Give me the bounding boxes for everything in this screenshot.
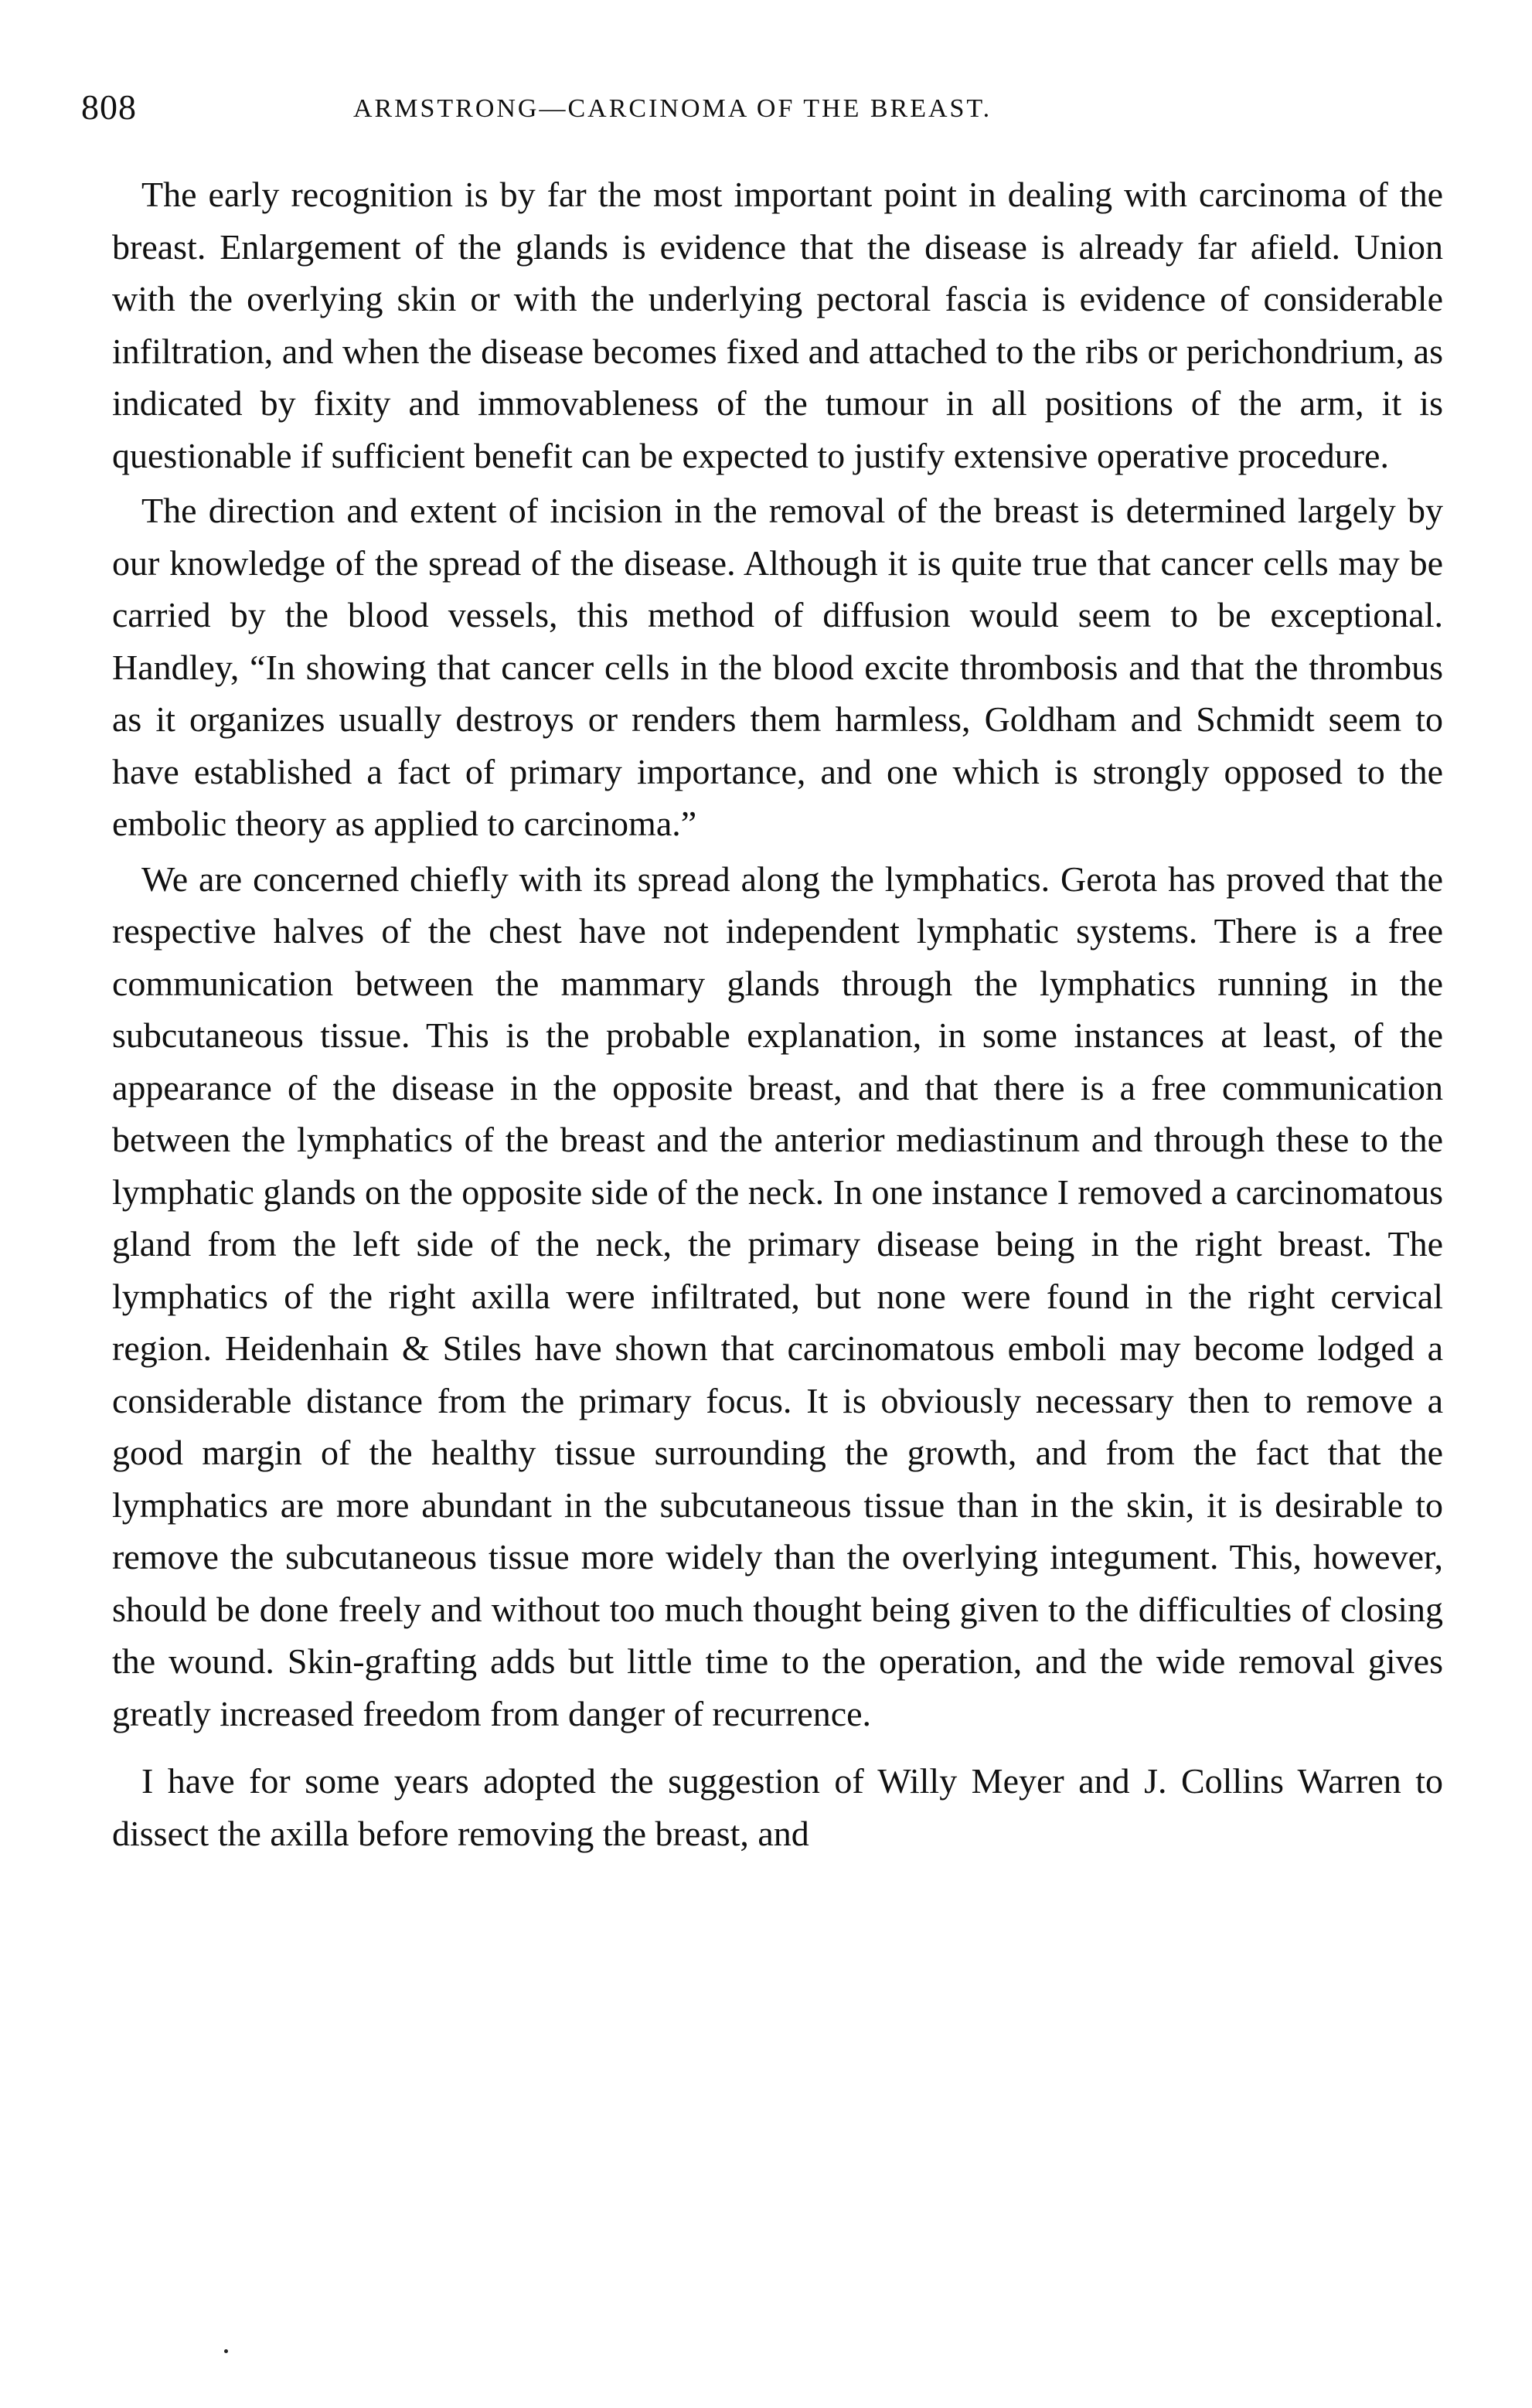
paragraph-direction-of-incision: The direction and extent of incision in the removal of the breast is determined largely by our knowledge of the spread of the disease. Although it is quite true that cancer cells may be carried by the blood vessels, this method of diffusion would seem to be exceptional. Handley, “In showing that cancer cells in the blood excite thrombosis and that the thrombus as it organizes usually destroys or renders them harmless, Goldham and Schmidt seem to have established a fact of primary importance, and one which is strongly opposed to the embolic theory as applied to carcinoma.” [112, 491, 1443, 843]
page-number: 808 [81, 87, 137, 127]
paragraph-early-recognition: The early recognition is by far the most important point in dealing with carcinoma of the breast. Enlargement of the glands is evidence that the disease is already far afield. Union with the overlying skin or with the underlying pectoral fascia is evidence of considerable infiltration, and when the disease becomes fixed and attached to the ribs or perichondrium, as indicated by fixity and immovableness of the tumour in all positions of the arm, it is questionable if sufficient benefit can be expected to justify extensive operative procedure. [112, 175, 1443, 475]
body-text [112, 168, 1443, 1859]
running-head: ARMSTRONG—CARCINOMA OF THE BREAST. [353, 94, 992, 123]
page-header [81, 87, 1457, 133]
paragraph-lymphatic-spread: We are concerned chiefly with its spread along the lymphatics. Gerota has proved that the respective halves of the chest have not independent lymphatic systems. There is a free communication between the mammary glands through the lymphatics running in the subcutaneous tissue. This is the probable explanation, in some instances at least, of the appearance of the disease in the opposite breast, and that there is a free communication between the lymphatics of the breast and the anterior mediastinum and through these to the lymphatic glands on the opposite side of the neck. In one instance I removed a carcinomatous gland from the left side of the neck, the primary disease being in the right breast. The lymphatics of the right axilla were infiltrated, but none were found in the right cervical region. Heidenhain & Stiles have shown that carcinomatous emboli may become lodged a considerable distance from the primary focus. It is obviously necessary then to remove a good margin of the healthy tissue surrounding the growth, and from the fact that the lymphatics are more abundant in the subcutaneous tissue than in the skin, it is desirable to remove the subcutaneous tissue more widely than the overlying integument. This, however, should be done freely and without too much thought being given to the difficulties of closing the wound. Skin-grafting adds but little time to the operation, and the wide removal gives greatly increased freedom from danger of recurrence. [112, 859, 1443, 1733]
ink-speck [224, 2349, 228, 2353]
paragraph-axilla-dissection: I have for some years adopted the suggestion of Willy Meyer and J. Collins Warren to dissect the axilla before removing the breast, and [112, 1761, 1443, 1853]
